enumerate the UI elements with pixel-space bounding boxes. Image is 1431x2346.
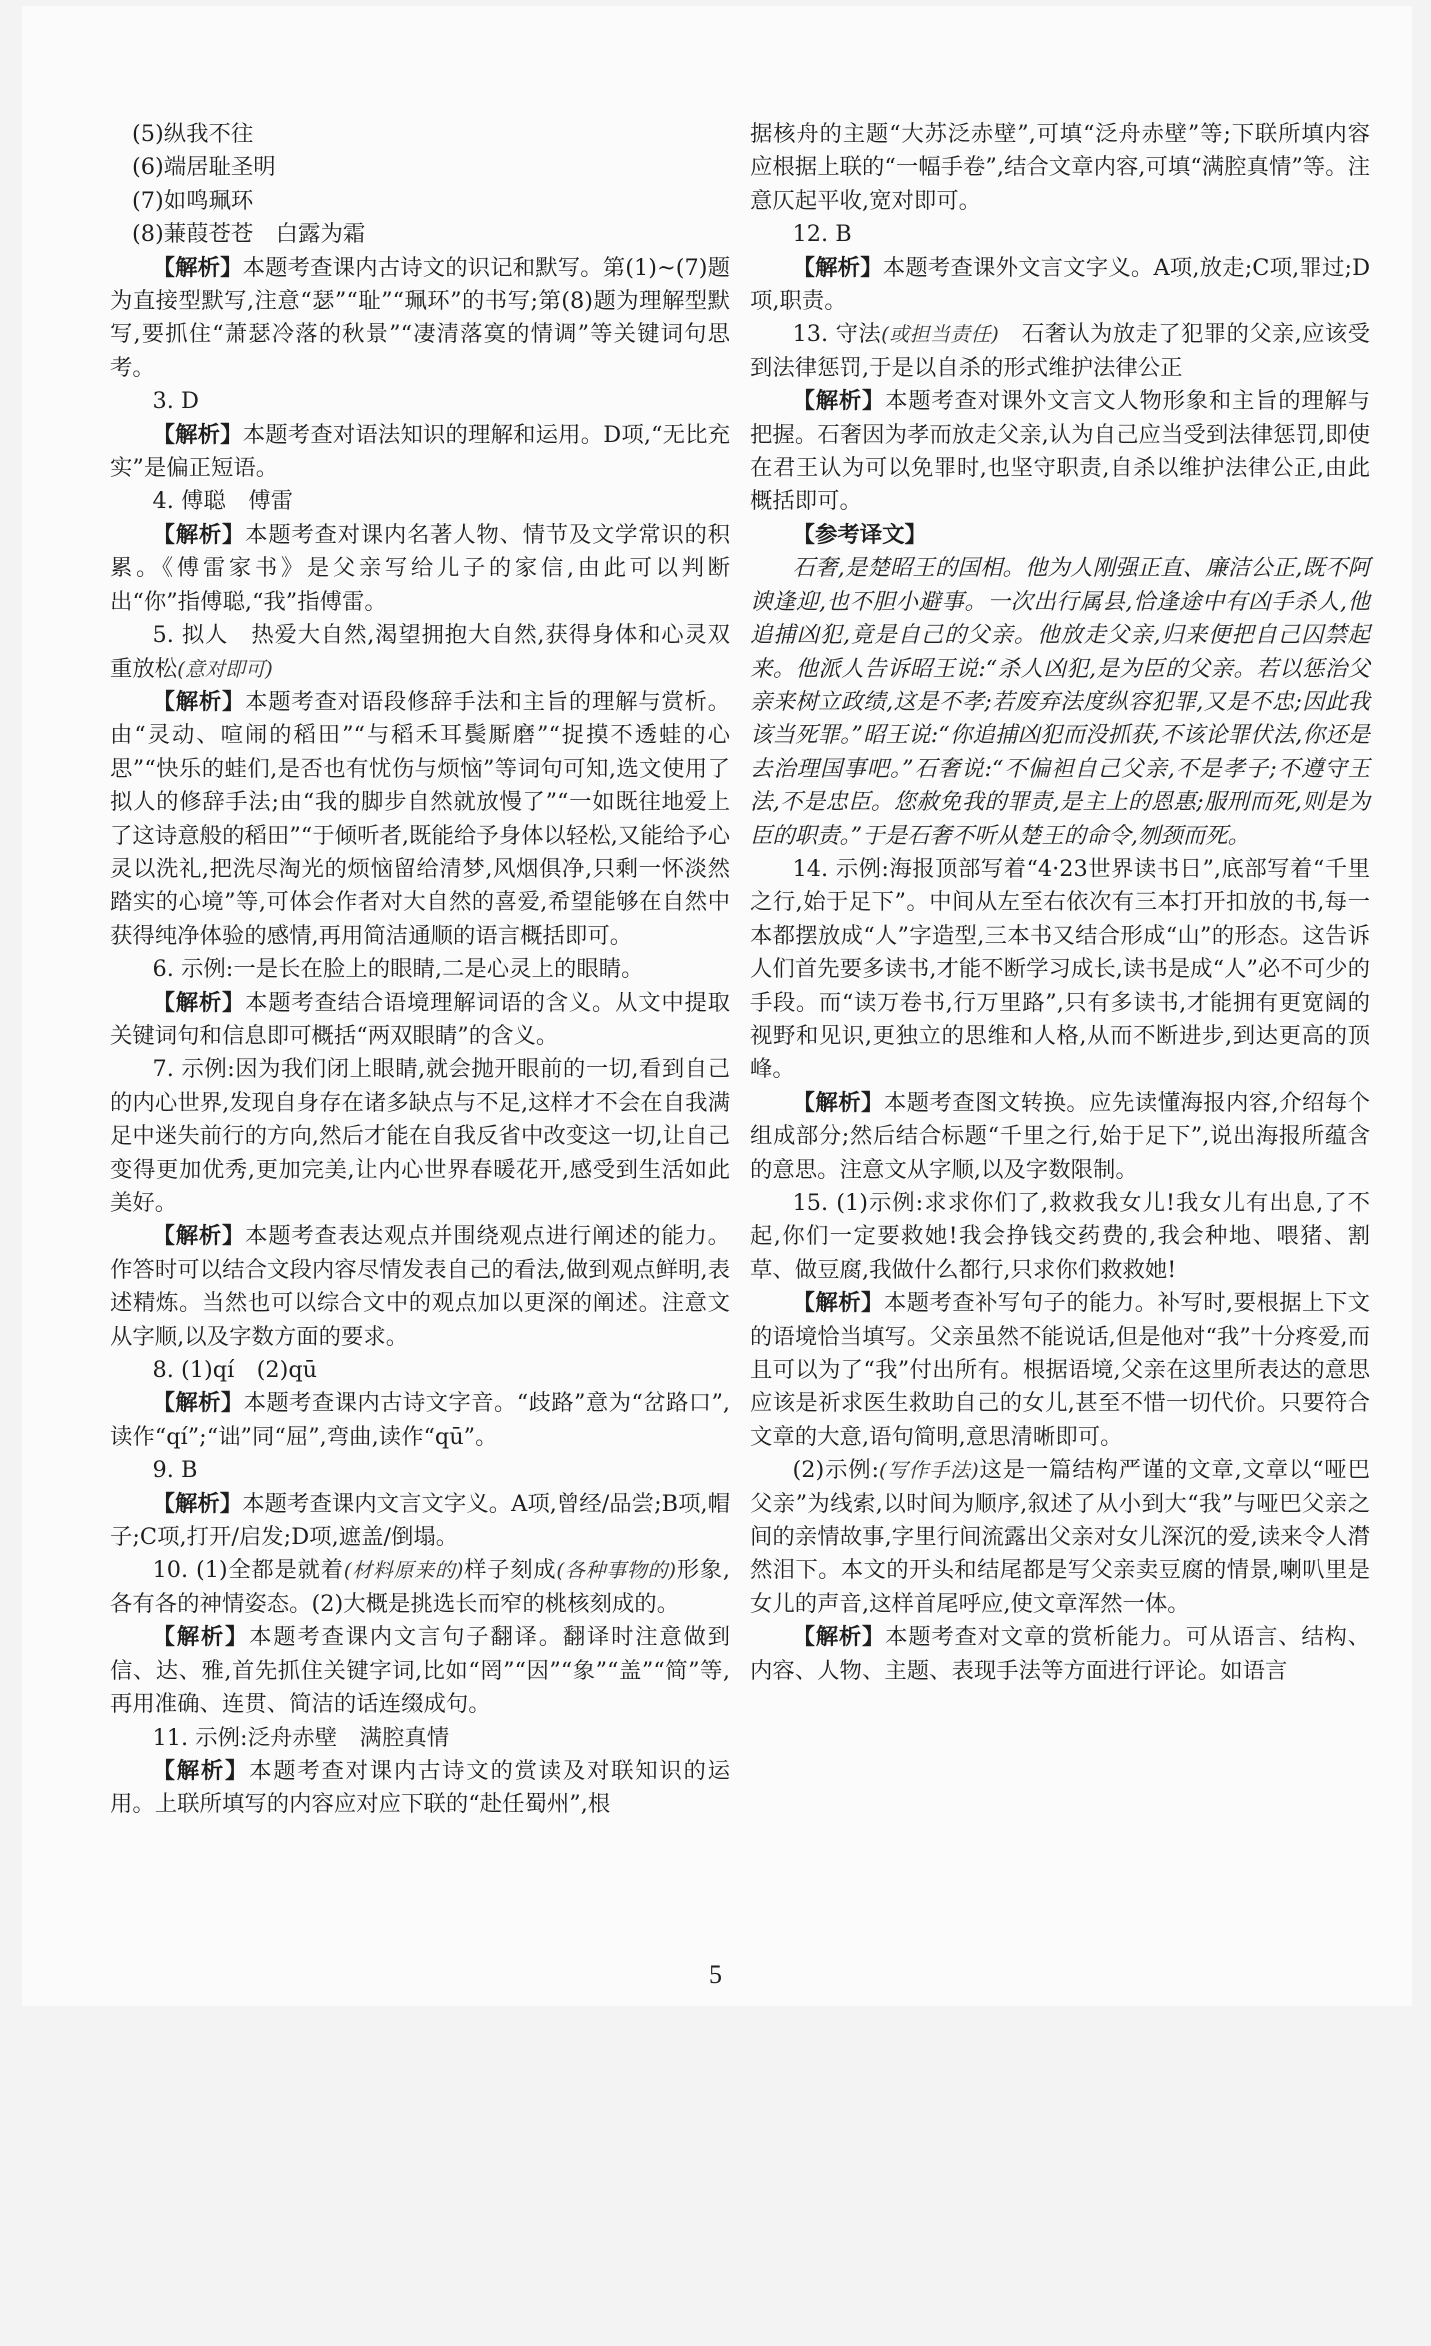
- answer-line: 12. B: [792, 221, 852, 248]
- analysis-tag: 【 解析 】: [153, 1390, 244, 1416]
- analysis-paragraph: [750, 1621, 1370, 1688]
- analysis-paragraph: [750, 1087, 1370, 1187]
- translation-text: 石奢,是楚昭王的国相。他为人刚强正直、廉洁公正,既不阿谀逢迎,也不胆小避事。一次出行属县,恰逢途中有凶手杀人,他追捕凶犯,竟是自己的父亲。他放走父亲,归来便把自己囚禁起来。他派人告诉昭王说:“杀人凶犯,是为臣的父亲。若以惩治父亲来树立政绩,这是不孝;若废弃法度纵容犯罪,又是不忠;因此我该当死罪。”昭王说:“你追捕凶犯而没抓获,不该论罪伏法,你还是去治理国事吧。”石奢说:“不偏袒自己父亲,不是孝子;不遵守王法,不是忠臣。您赦免我的罪责,是主上的恩惠;服刑而死,则是为臣的职责。”于是石奢不听从楚王的命令,刎颈而死。: [750, 555, 1370, 849]
- analysis-paragraph: [110, 519, 730, 619]
- answer-note: (或担当责任): [881, 322, 999, 347]
- analysis-tag: 【 解析 】: [793, 388, 886, 414]
- answer-note: (写作手法): [879, 1458, 979, 1483]
- answer-line: 14. 示例:海报顶部写着“4·23世界读书日”,底部写着“千里之行,始于足下”。中间从左至右依次有三本打开扣放的书,每一本都摆放成“人”字造型,三本书又结合形成“山”的形态。这告诉人们首先要多读书,才能不断学习成长,读书是成“人”必不可少的手段。而“读万卷书,行万里路”,只有多读书,才能拥有更宽阔的视野和见识,更独立的思维和人格,从而不断进步,到达更高的顶峰。: [750, 855, 1370, 1083]
- analysis-text: 本题考查对课内古诗文的赏读及对联知识的运用。上联所填写的内容应对应下联的“赴任蜀州”,根: [110, 1757, 731, 1818]
- right-column: [750, 118, 1370, 1688]
- analysis-paragraph: [110, 252, 730, 386]
- analysis-text: 本题考查对文章的赏析能力。可从语言、结构、内容、人物、主题、表现手法等方面进行评论。如语言: [750, 1624, 1371, 1684]
- analysis-text: 本题考查课外文言文字义。A项,放走;C项,罪过;D项,职责。: [750, 254, 1371, 315]
- analysis-text: 本题考查对语法知识的理解和运用。D项,“无比充实”是偏正短语。: [110, 421, 731, 482]
- analysis-paragraph: [110, 1387, 730, 1454]
- analysis-text: 本题考查对课内名著人物、情节及文学常识的积累。《傅雷家书》是父亲写给儿子的家信,由此可以判断出“你”指傅聪,“我”指傅雷。: [110, 521, 731, 615]
- answer-line: 15. (1)示例:求求你们了,救救我女儿!我女儿有出息,了不起,你们一定要救她!我会挣钱交药费的,我会种地、喂猪、割草、做豆腐,我做什么都行,只求你们救救她!: [750, 1190, 1370, 1283]
- answer-line: 8. (1)qí (2)qū: [152, 1357, 318, 1384]
- answer-note: (各种事物的): [556, 1558, 677, 1583]
- analysis-paragraph: [110, 1220, 730, 1354]
- answer-line: [750, 1454, 1370, 1621]
- left-column: [110, 118, 730, 1822]
- answer-note: (材料原来的): [343, 1558, 464, 1583]
- analysis-text: 本题考查课内古诗文的识记和默写。第(1)~(7)题为直接型默写,注意“瑟”“耻”“珮环”的书写;第(8)题为理解型默写,要抓住“萧瑟冷落的秋景”“凄清落寞的情调”等关键词句思考。: [110, 254, 731, 381]
- analysis-paragraph: [110, 686, 730, 953]
- answer-text: 形象,各有各的神情姿态。(2)大概是挑选长而窄的桃核刻成的。: [110, 1557, 730, 1617]
- analysis-text: 本题考查表达观点并围绕观点进行阐述的能力。作答时可以结合文段内容尽情发表自己的看法,做到观点鲜明,表述精炼。当然也可以综合文中的观点加以更深的阐述。注意文从字顺,以及字数方面的要求。: [110, 1223, 731, 1350]
- analysis-text: 本题考查课内古诗文字音。“歧路”意为“岔路口”,读作“qí”;“诎”同“屈”,弯曲,读作“qū”。: [110, 1390, 731, 1450]
- answer-text: 10. (1)全都是就着: [152, 1557, 344, 1584]
- analysis-text: 本题考查课内文言文字义。A项,曾经/品尝;B项,帽子;C项,打开/启发;D项,遮盖/倒塌。: [110, 1490, 731, 1551]
- analysis-tag: 【 解析 】: [153, 1758, 250, 1784]
- analysis-text: 本题考查结合语境理解词语的含义。从文中提取关键词句和信息即可概括“两双眼睛”的含义。: [110, 989, 731, 1049]
- answer-line: (8)蒹葭苍苍 白露为霜: [132, 221, 366, 248]
- analysis-paragraph: [750, 252, 1370, 319]
- answer-line: (7)如鸣珮环: [132, 187, 254, 214]
- analysis-text: 本题考查图文转换。应先读懂海报内容,介绍每个组成部分;然后结合标题“千里之行,始于足下”,说出海报所蕴含的意思。注意文从字顺,以及字数限制。: [750, 1089, 1371, 1183]
- answer-text: 样子刻成: [463, 1557, 557, 1584]
- analysis-paragraph: [110, 1755, 730, 1822]
- analysis-paragraph: [110, 987, 730, 1054]
- page-number: 5: [709, 1960, 722, 1989]
- analysis-text: 本题考查对课外文言文人物形象和主旨的理解与把握。石奢因为孝而放走父亲,认为自己应当受到法律惩罚,即使在君王认为可以免罪时,也坚守职责,自杀以维护法律公正,由此概括即可。: [750, 388, 1371, 515]
- answer-line: 7. 示例:因为我们闭上眼睛,就会抛开眼前的一切,看到自己的内心世界,发现自身存在诸多缺点与不足,这样才不会在自我满足中迷失前行的方向,然后才能在自我反省中改变这一切,让自己变得更加优秀,更加完美,让内心世界春暖花开,感受到生活如此美好。: [110, 1056, 730, 1216]
- answer-line: (6)端居耻圣明: [132, 154, 276, 181]
- analysis-tag: 【 解析 】: [153, 422, 243, 448]
- answer-line: [110, 619, 730, 686]
- analysis-paragraph: [750, 385, 1370, 519]
- answer-text: 5. 拟人 热爱大自然,渴望拥抱大自然,获得身体和心灵双重放松: [110, 622, 730, 682]
- answer-note: (意对即可): [177, 656, 273, 681]
- analysis-tag: 【 解析 】: [793, 1290, 884, 1316]
- analysis-tag: 【 解析 】: [153, 689, 246, 715]
- analysis-text: 本题考查补写句子的能力。补写时,要根据上下文的语境恰当填写。父亲虽然不能说话,但是他对“我”十分疼爱,而且可以为了“我”付出所有。根据语境,父亲在这里所表达的意思应该是祈求医生救助自己的女儿,甚至不惜一切代价。只要符合文章的大意,语句简明,意思清晰即可。: [750, 1290, 1371, 1450]
- analysis-paragraph: [750, 1287, 1370, 1454]
- answer-line: 11. 示例:泛舟赤壁 满腔真情: [152, 1724, 450, 1751]
- answer-line: 6. 示例:一是长在脸上的眼睛,二是心灵上的眼睛。: [152, 956, 644, 983]
- analysis-tag: 【 解析 】: [153, 522, 246, 548]
- continued-paragraph: 据核舟的主题“大苏泛赤壁”,可填“泛舟赤壁”等;下联所填内容应根据上联的“一幅手卷”,结合文章内容,可填“满腔真情”等。注意仄起平收,宽对即可。: [750, 121, 1370, 214]
- analysis-paragraph: [110, 1488, 730, 1555]
- analysis-text: 本题考查课内文言句子翻译。翻译时注意做到信、达、雅,首先抓住关键字词,比如“罔”“因”“象”“盖”“简”等,再用准确、连贯、简洁的话连缀成句。: [110, 1624, 731, 1718]
- answer-line: 9. B: [152, 1457, 198, 1484]
- analysis-tag: 【 解析 】: [153, 255, 243, 281]
- answer-text: (2)示例:: [792, 1457, 880, 1484]
- answer-line: [750, 318, 1370, 385]
- answer-line: 4. 傅聪 傅雷: [152, 488, 293, 515]
- analysis-tag: 【 解析 】: [793, 1090, 884, 1116]
- analysis-tag: 【 解析 】: [153, 1223, 246, 1249]
- answer-line: 3. D: [152, 388, 199, 415]
- analysis-tag: 【 解析 】: [153, 990, 246, 1016]
- analysis-text: 本题考查对语段修辞手法和主旨的理解与赏析。由“灵动、喧闹的稻田”“与稻禾耳鬓厮磨”“捉摸不透蛙的心思”“快乐的蛙们,是否也有忧伤与烦恼”等词句可知,选文使用了拟人的修辞手法;由“我的脚步自然就放慢了”“一如既往地爱上了这诗意般的稻田”“于倾听者,既能给予身体以轻松,又能给予心灵以洗礼,把洗尽淘光的烦恼留给清梦,风烟俱净,只剩一怀淡然踏实的心境”等,可体会作者对大自然的喜爱,希望能够在自然中获得纯净体验的感情,再用简洁通顺的语言概括即可。: [110, 688, 731, 949]
- analysis-tag: 【 解析 】: [793, 255, 883, 281]
- answer-line: [110, 1554, 730, 1621]
- answer-line: (5)纵我不往: [132, 121, 254, 147]
- answer-text: 这是一篇结构严谨的文章,文章以“哑巴父亲”为线索,以时间为顺序,叙述了从小到大“我”与哑巴父亲之间的亲情故事,字里行间流露出父亲对女儿深沉的爱,读来令人潸然泪下。本文的开头和结尾都是写父亲卖豆腐的情景,喇叭里是女儿的声音,这样首尾呼应,使文章浑然一体。: [750, 1457, 1370, 1617]
- translation-tag: 【 参考译文 】: [793, 522, 927, 548]
- analysis-paragraph: [110, 1621, 730, 1721]
- analysis-tag: 【 解析 】: [793, 1624, 886, 1650]
- answer-text: 石奢认为放走了犯罪的父亲,应该受到法律惩罚,于是以自杀的形式维护法律公正: [750, 321, 1370, 381]
- analysis-paragraph: [110, 419, 730, 486]
- translation-heading: [750, 519, 1370, 552]
- analysis-tag: 【 解析 】: [153, 1624, 250, 1650]
- analysis-tag: 【 解析 】: [153, 1491, 243, 1517]
- answer-text: 13. 守法: [792, 321, 882, 348]
